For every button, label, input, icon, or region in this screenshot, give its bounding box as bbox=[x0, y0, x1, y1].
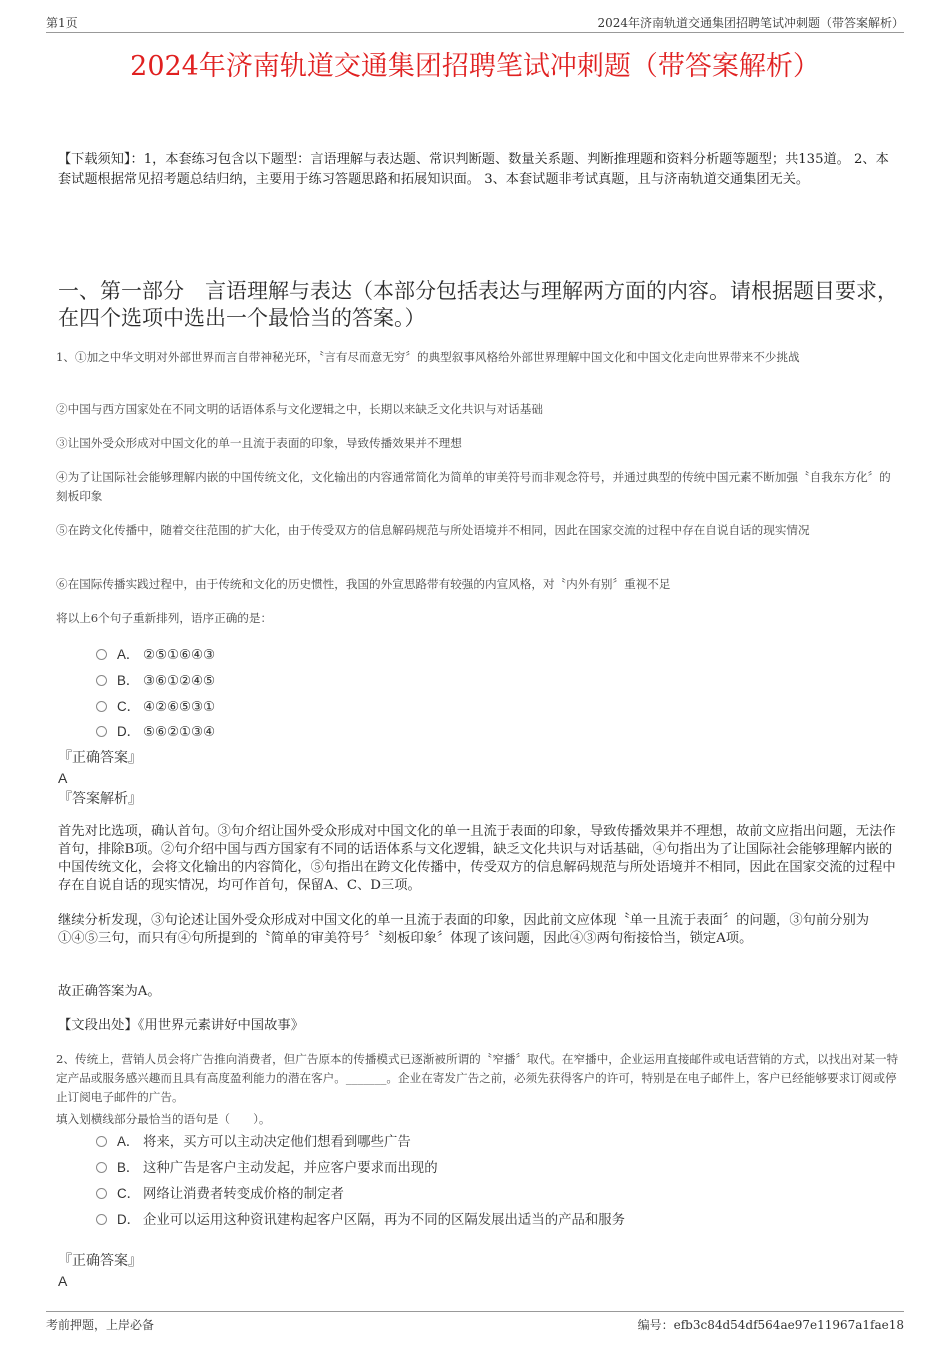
q1-analysis-heading: 『答案解析』 bbox=[58, 791, 142, 807]
download-notice: 【下载须知】：1，本套练习包含以下题型：言语理解与表达题、常识判断题、数量关系题、判断推理题和资料分析题等题型；共135道。 2、本套试题根据常见招考题总结归纳，主要用于练习答题思路和拓展知识面。 3、本套试题非考试真题，且与济南轨道交通集团无关。 bbox=[58, 152, 889, 187]
q1-sentence-1: 1、①加之中华文明对外部世界而言自带神秘光环，〝言有尽而意无穷〞的典型叙事风格给外部世界理解中国文化和中国文化走向世界带来不少挑战 bbox=[56, 350, 800, 364]
header-doc-title: 2024年济南轨道交通集团招聘笔试冲刺题（带答案解析） bbox=[597, 16, 904, 30]
q1-prompt: 将以上6个句子重新排列，语序正确的是： bbox=[56, 611, 273, 625]
page-number: 第1页 bbox=[46, 16, 78, 30]
q2-option-d[interactable]: D． 企业可以运用这种资讯建构起客户区隔，再为不同的区隔发展出适当的产品和服务 bbox=[96, 1211, 625, 1230]
q1-analysis-paragraph-2: 继续分析发现，③句论述让国外受众形成对中国文化的单一且流于表面的印象，因此前文应体现〝单一且流于表面〞的问题，③句前分别为①④⑤三句，而只有④句所提到的〝简单的审美符号〞〝刻板印象〞体现了该问题，因此④③两句衔接恰当，锁定A项。 bbox=[58, 913, 870, 946]
page-title: 2024年济南轨道交通集团招聘笔试冲刺题（带答案解析） bbox=[130, 51, 820, 82]
q1-option-b[interactable]: B． ③⑥①②④⑤ bbox=[96, 672, 215, 691]
q2-answer-heading: 『正确答案』 bbox=[58, 1253, 142, 1269]
q1-answer: A bbox=[58, 770, 68, 786]
q1-option-d[interactable]: D． ⑤⑥②①③④ bbox=[96, 723, 215, 742]
q1-option-c[interactable]: C． ④②⑥⑤③① bbox=[96, 698, 215, 717]
section-title: 一、第一部分 言语理解与表达（本部分包括表达与理解两方面的内容。请根据题目要求，在四个选项中选出一个最恰当的答案。） bbox=[58, 279, 898, 330]
radio-icon[interactable] bbox=[96, 1162, 107, 1173]
radio-icon[interactable] bbox=[96, 1214, 107, 1225]
q1-answer-heading: 『正确答案』 bbox=[58, 750, 142, 766]
radio-icon[interactable] bbox=[96, 1136, 107, 1147]
page-footer bbox=[46, 1311, 904, 1332]
footer-doc-id: 编号：efb3c84d54df564ae97e11967a1fae18 bbox=[637, 1318, 904, 1332]
radio-icon[interactable] bbox=[96, 1188, 107, 1199]
q1-sentence-4: ④为了让国际社会能够理解内嵌的中国传统文化，文化输出的内容通常简化为简单的审美符号而非观念符号，并通过典型的传统中国元素不断加强〝自我东方化〞的刻板印象 bbox=[56, 470, 891, 503]
q1-sentence-6: ⑥在国际传播实践过程中，由于传统和文化的历史惯性，我国的外宣思路带有较强的内宣风格，对〝内外有别〞重视不足 bbox=[56, 577, 671, 591]
q2-prompt: 填入划横线部分最恰当的语句是（ ）。 bbox=[56, 1112, 271, 1126]
q1-analysis-paragraph-1: 首先对比选项，确认首句。③句介绍让国外受众形成对中国文化的单一且流于表面的印象，导致传播效果并不理想，故前文应指出问题，无法作首句，排除B项。②句介绍中国与西方国家有不同的话语体系与文化逻辑，缺乏文化共识与对话基础，④句指出为了让国际社会能够理解内嵌的中国传统文化，会将文化输出的内容简化，⑤句指出在跨文化传播中，传受双方的信息解码规范与所处语境并不相同，因此在国家交流的过程中存在自说自话的现实情况，均可作首句，保留A、C、D三项。 bbox=[58, 824, 896, 893]
q1-sentence-5: ⑤在跨文化传播中，随着交往范围的扩大化，由于传受双方的信息解码规范与所处语境并不相同，因此在国家交流的过程中存在自说自话的现实情况 bbox=[56, 523, 810, 537]
q1-option-a[interactable]: A． ②⑤①⑥④③ bbox=[96, 646, 215, 665]
footer-slogan: 考前押题，上岸必备 bbox=[46, 1318, 155, 1332]
q2-option-a[interactable]: A． 将来，买方可以主动决定他们想看到哪些广告 bbox=[96, 1133, 411, 1152]
radio-icon[interactable] bbox=[96, 701, 107, 712]
radio-icon[interactable] bbox=[96, 649, 107, 660]
radio-icon[interactable] bbox=[96, 675, 107, 686]
q1-source: 【文段出处】《用世界元素讲好中国故事》 bbox=[58, 1018, 304, 1033]
q2-option-b[interactable]: B． 这种广告是客户主动发起，并应客户要求而出现的 bbox=[96, 1159, 438, 1178]
q1-sentence-2: ②中国与西方国家处在不同文明的话语体系与文化逻辑之中，长期以来缺乏文化共识与对话基础 bbox=[56, 402, 543, 416]
q2-option-c[interactable]: C． 网络让消费者转变成价格的制定者 bbox=[96, 1185, 344, 1204]
q1-sentence-3: ③让国外受众形成对中国文化的单一且流于表面的印象，导致传播效果并不理想 bbox=[56, 436, 462, 450]
radio-icon[interactable] bbox=[96, 726, 107, 737]
page-header bbox=[46, 14, 904, 33]
q2-answer: A bbox=[58, 1273, 68, 1289]
q2-stem: 2、传统上，营销人员会将广告推向消费者，但广告原本的传播模式已逐渐被所谓的〝窄播〞取代。在窄播中，企业运用直接邮件或电话营销的方式，以找出对某一特定产品或服务感兴趣而且具有高度盈利能力的潜在客户。_______。企业在寄发广告之前，必须先获得客户的许可，特别是在电子邮件上，客户已经能够要求订阅或停止订阅电子邮件的广告。 bbox=[56, 1052, 899, 1104]
q1-analysis-paragraph-3: 故正确答案为A。 bbox=[58, 984, 161, 999]
